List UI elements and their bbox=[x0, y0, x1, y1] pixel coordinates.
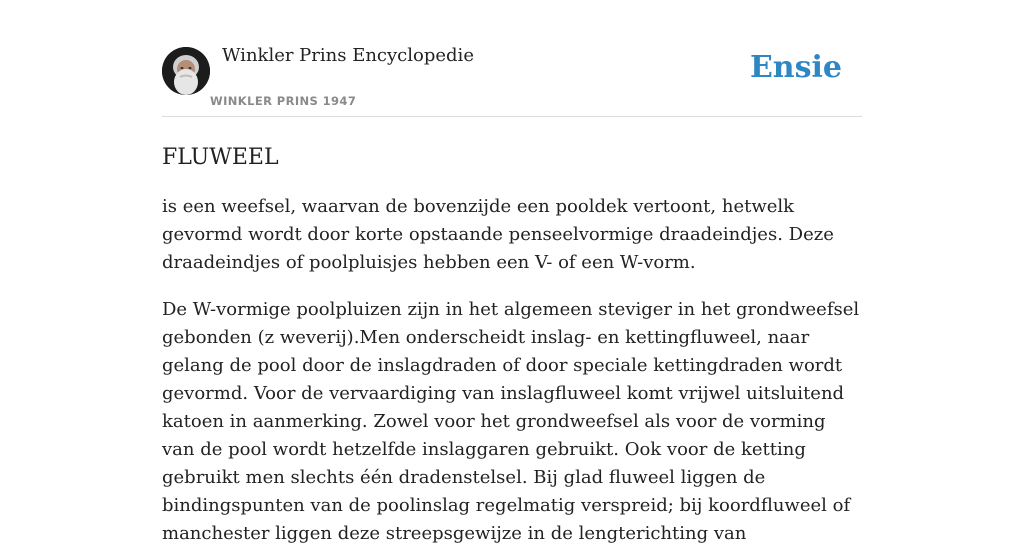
article-paragraph: De W-vormige poolpluizen zijn in het algemeen steviger in het grondweefsel gebonden (z weverij).Men onderscheidt inslag- en kettingfluweel, naar gelang de pool door de inslagdraden of door speciale kettingdraden wordt gevormd. Voor de vervaardiging van inslagfluweel komt vrijwel uitsluitend katoen in aanmerking. Zowel voor het grondweefsel als voor de vorming van de pool wordt hetzelfde inslaggaren gebruikt. Ook voor de ketting gebruikt men slechts één dradenstelsel. Bij glad fluweel liggen de bindingspunten van de poolinslag regelmatig verspreid; bij koordfluweel of manchester liggen deze streepsgewijze in de lengterichting van bbox=[162, 299, 860, 544]
article-paragraph: is een weefsel, waarvan de bovenzijde een pooldek vertoont, hetwelk gevormd wordt door korte opstaande penseelvormige draadeindjes. Deze draadeindjes of poolpluisjes hebben een V- of een W-vorm. bbox=[162, 196, 834, 273]
article-page bbox=[162, 0, 862, 548]
article-title: FLUWEEL bbox=[162, 145, 279, 170]
article-body bbox=[162, 193, 862, 548]
source-subtitle[interactable]: WINKLER PRINS 1947 bbox=[210, 94, 357, 108]
source-avatar[interactable] bbox=[162, 47, 210, 95]
source-title[interactable]: Winkler Prins Encyclopedie bbox=[222, 45, 474, 66]
header bbox=[162, 0, 862, 117]
brand-logo[interactable]: Ensie bbox=[749, 50, 842, 85]
portrait-icon bbox=[162, 47, 210, 95]
